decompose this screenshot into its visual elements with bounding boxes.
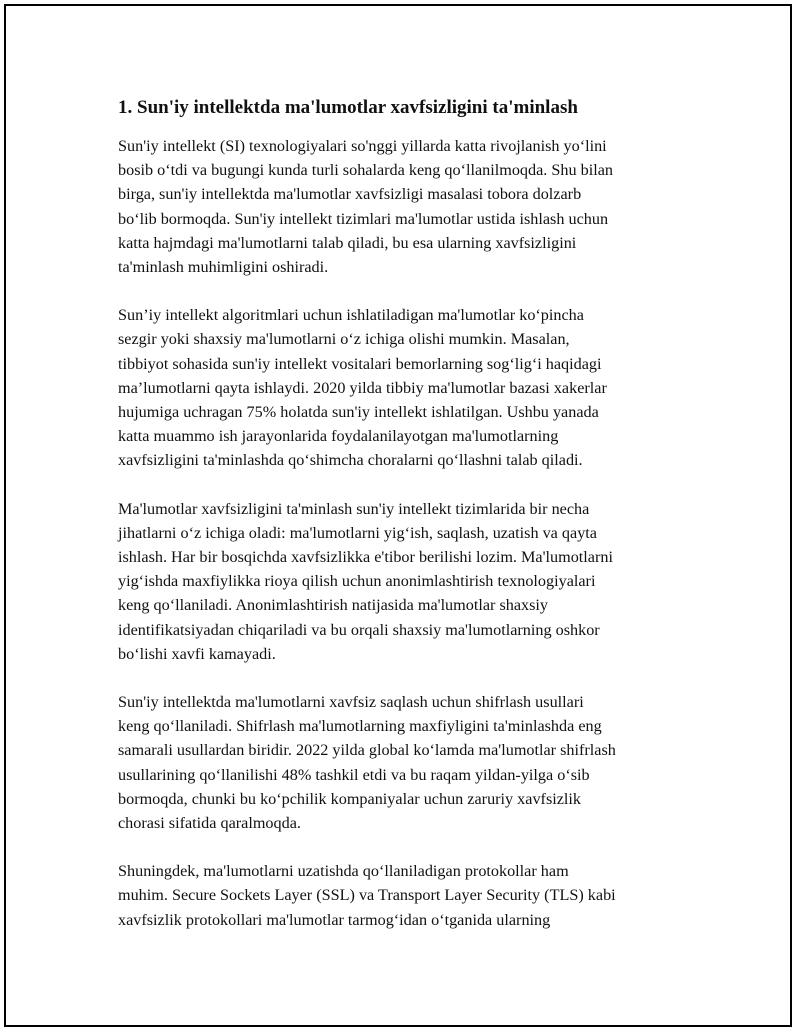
text-line: bormoqda, chunki bu ko‘pchilik kompaniyalar uchun zaruriy xavfsizlik [118,789,582,808]
text-line: katta muammo ish jarayonlarida foydalanilayotgan ma'lumotlarning [118,427,559,446]
text-line: keng qo‘llaniladi. Shifrlash ma'lumotlarning maxfiyligini ta'minlashda eng [118,717,602,736]
paragraph-1 [118,134,688,279]
text-line: chorasi sifatida qaralmoqda. [118,814,301,833]
text-line: birga, sun'iy intellektda ma'lumotlar xavfsizligi masalasi tobora dolzarb [118,185,582,204]
text-line: Ma'lumotlar xavfsizligini ta'minlash sun'iy intellekt tizimlarida bir necha [118,499,590,518]
text-line: tibbiyot sohasida sun'iy intellekt vositalari bemorlarning sog‘lig‘i haqidagi [118,354,602,373]
section-heading: 1. Sun'iy intellektda ma'lumotlar xavfsizligini ta'minlash [118,97,578,118]
text-line: ma’lumotlarni qayta ishlaydi. 2020 yilda tibbiy ma'lumotlar bazasi xakerlar [118,378,607,397]
text-line: keng qo‘llaniladi. Anonimlashtirish natijasida ma'lumotlar shaxsiy [118,596,549,615]
text-line: ishlash. Har bir bosqichda xavfsizlikka e'tibor berilishi lozim. Ma'lumotlarni [118,548,613,567]
text-line: Sun'iy intellekt (SI) texnologiyalari so'nggi yillarda katta rivojlanish yo‘lini [118,137,607,155]
text-line: katta hajmdagi ma'lumotlarni talab qiladi, bu esa ularning xavfsizligini [118,233,577,252]
paragraph-2 [118,303,688,472]
text-line: xavfsizligini ta'minlashda qo‘shimcha choralarni qo‘llashni talab qiladi. [118,451,583,470]
text-line: Sun’iy intellekt algoritmlari uchun ishlatiladigan ma'lumotlar ko‘pincha [118,306,584,325]
text-line: identifikatsiyadan chiqariladi va bu orqali shaxsiy ma'lumotlarning oshkor [118,620,600,639]
text-line: samarali usullardan biridir. 2022 yilda global ko‘lamda ma'lumotlar shifrlash [118,741,616,760]
text-line: Shuningdek, ma'lumotlarni uzatishda qo‘llaniladigan protokollar ham [118,862,569,881]
paragraph-3 [118,497,688,666]
document-body [118,96,688,956]
text-line: muhim. Secure Sockets Layer (SSL) va Transport Layer Security (TLS) kabi [118,886,616,905]
text-line: usullarining qo‘llanilishi 48% tashkil etdi va bu raqam yildan-yilga o‘sib [118,765,590,784]
text-line: bosib o‘tdi va bugungi kunda turli sohalarda keng qo‘llanilmoqda. Shu bilan [118,161,613,180]
text-line: bo‘lib bormoqda. Sun'iy intellekt tizimlari ma'lumotlar ustida ishlash uchun [118,209,609,228]
text-line: yig‘ishda maxfiylikka rioya qilish uchun anonimlashtirish texnologiyalari [118,572,596,591]
text-line: bo‘lishi xavfi kamayadi. [118,644,276,663]
text-line: xavfsizlik protokollari ma'lumotlar tarmog‘idan o‘tganida ularning [118,910,551,929]
paragraph-4 [118,690,688,835]
paragraph-5 [118,859,688,932]
text-line: sezgir yoki shaxsiy ma'lumotlarni o‘z ichiga olishi mumkin. Masalan, [118,330,570,349]
text-line: jihatlarni o‘z ichiga oladi: ma'lumotlarni yig‘ish, saqlash, uzatish va qayta [118,523,597,542]
text-line: hujumiga uchragan 75% holatda sun'iy intellekt ishlatilgan. Ushbu yanada [118,403,599,422]
text-line: Sun'iy intellektda ma'lumotlarni xavfsiz saqlash uchun shifrlash usullari [118,693,584,712]
text-line: ta'minlash muhimligini oshiradi. [118,258,329,277]
